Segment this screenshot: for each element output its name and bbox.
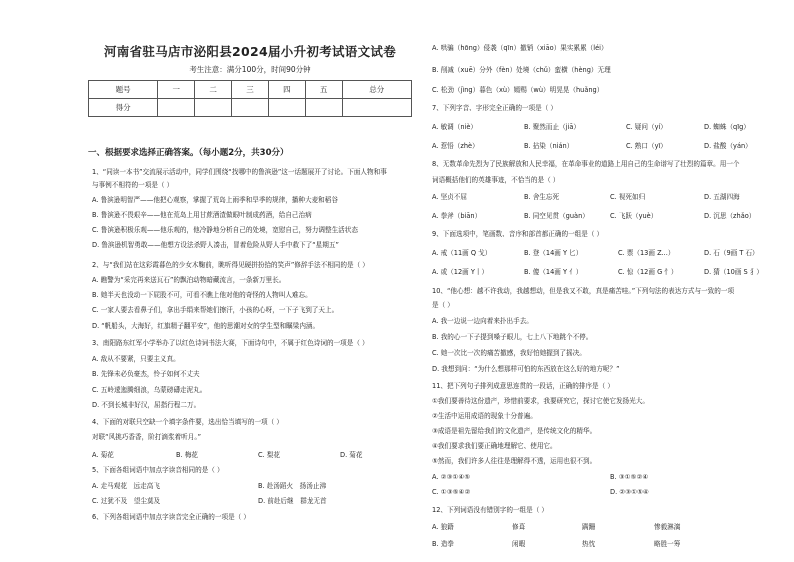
question-line: 6、下列各组词语中加点字读音完全正确的一项是（ ）: [92, 513, 250, 521]
score-cell[interactable]: [305, 99, 342, 117]
option-d[interactable]: D. 沉思（zhǎo）: [704, 212, 756, 220]
option-row: [432, 123, 772, 133]
question-line: 2、与“我们站在这彩霞暮色的少女木鞠前，眺听得见硬拼扮拾的笑声”修辞手法不相同的是（ ）: [92, 261, 369, 269]
option-line: C. 松劲（jìng）暮色（xù）嫣赐（wù）明晃晃（huǎng）: [432, 86, 604, 94]
section-title: 一、根据要求选择正确答案。（每小题2分，共30分）: [88, 148, 289, 158]
score-cell[interactable]: [232, 99, 269, 117]
option-line: D. 不到长城非好汉，屈指行程二万。: [92, 401, 201, 409]
option-line: A. 瞧警为“采完再来送瓦石”的飘泊动物暗藏流言，一条新万里长。: [92, 276, 286, 284]
option-b[interactable]: B. 登（14画 Y 匕）: [524, 249, 583, 257]
score-cell[interactable]: [268, 99, 305, 117]
option-row: [432, 540, 772, 550]
option-d[interactable]: D. 猜（10画 S 犭）: [704, 268, 764, 276]
option-row: [432, 523, 772, 533]
option-row: [432, 193, 772, 203]
option-d[interactable]: D. 菊花: [340, 451, 363, 459]
option-c[interactable]: C. 疑问（yí）: [626, 123, 667, 131]
option-line: B. 我的心一下子提到嗓子眼儿，七上八下地跳个不停。: [432, 333, 593, 341]
option-c[interactable]: C. 票（13画 Z...）: [618, 249, 675, 257]
option-c[interactable]: C. 梨花: [258, 451, 280, 459]
score-header-cell: 一: [158, 81, 195, 99]
option-d[interactable]: D. 五湖四海: [704, 193, 740, 201]
option-d[interactable]: D. 前赴后继 群龙无首: [258, 497, 327, 505]
option-line: A. 我一边说一边向着来扑出手去。: [432, 317, 533, 325]
option-line: B. 先锋未必负豪杰，怜子如何不丈夫: [92, 370, 200, 378]
option-b[interactable]: B. 傻（14画 Y 亻）: [524, 268, 583, 276]
option-c[interactable]: C. 飞跃（yuè）: [610, 212, 658, 220]
option-line: D. 鲁滨逊机智勇敢——他想方设法杀野人凑击，冒着危险从野人手中救下了“星期五”: [92, 241, 339, 249]
word-item: 修葺: [512, 523, 526, 531]
question-line: 12、下列词语没有错别字的一组是（ ）: [432, 506, 548, 514]
option-a[interactable]: A. 菊花: [92, 451, 114, 459]
score-header-cell: 三: [232, 81, 269, 99]
option-b[interactable]: B. 梅花: [176, 451, 198, 459]
option-a[interactable]: A. 走马观花 远走高飞: [92, 482, 160, 490]
option-line: A. 敌从不要紧，只要主义真。: [92, 355, 180, 363]
option-d[interactable]: D. 石（9画 T 石）: [704, 249, 759, 257]
option-line: B. 鲁滨逊不畏艰辛——他在荒岛上用甘蔗酒渣做眼叶制成药酒，给自己治病: [92, 211, 312, 219]
score-table-header-row: [89, 81, 412, 99]
score-header-cell: 二: [195, 81, 232, 99]
option-row: [432, 212, 772, 222]
sentence-line: ②生活中运用成语的现象十分普遍。: [432, 412, 537, 420]
option-line: D. 我想到问：“为什么想那样可怕的东西放在这么好的地方呢？”: [432, 365, 620, 373]
option-line: B. 削减（xuē）分外（fèn）处境（chǔ）蛮横（hèng）无理: [432, 66, 611, 74]
question-line: 与事例不相符的一项是（ ）: [92, 181, 174, 189]
option-a[interactable]: A. 惹悟（zhè）: [432, 142, 479, 150]
option-row: [432, 249, 772, 259]
score-header-cell: 五: [305, 81, 342, 99]
question-line: 4、下面的对联只空缺一个填字条件要，选出恰当填写的一项（ ）: [92, 418, 283, 426]
option-row: [432, 488, 772, 498]
score-row-label: 得分: [89, 99, 158, 117]
option-line: D. “帆船头，大海好，红旗精子翻平安”，他的思潮对女的学生型和瞩梁内涵。: [92, 322, 320, 330]
score-cell[interactable]: [158, 99, 195, 117]
question-line: 对联“风挑巧香香，阶打滴浆着听月。”: [92, 433, 202, 441]
question-line: 7、下列字音、字形完全正确的一项是（ ）: [432, 104, 557, 112]
question-line: 词语概括他们的英雄事迹，不恰当的是（ ）: [432, 176, 560, 184]
option-line: C. 鲁滨逊积极乐观——他乐观的，他冷静地分析自己的处境，宽慰自己，努力调整生活状态: [92, 226, 358, 234]
option-c[interactable]: C. 熟口（yī）: [626, 142, 667, 150]
option-a[interactable]: A. 拳斧（biān）: [432, 212, 482, 220]
option-a[interactable]: A. 狼籍: [432, 523, 454, 531]
question-line: 3、南阳路东红军小学举办了以红色诗词书法大赛，下面诗句中，不属于红色诗词的一项是（ ）: [92, 339, 369, 347]
option-row: [432, 268, 772, 278]
option-line: C. 一家人要去看鼻子们，拿出手绢来帮她们擦汗，小孩的心呀，一下子飞到了天上。: [92, 306, 339, 314]
option-line: A. 鲁滨逊明智严——他把心观察，掌握了荒岛上雨季和旱季的规律，播种大麦和稻谷: [92, 196, 338, 204]
option-b[interactable]: B. 聚然而止（jiā）: [524, 123, 580, 131]
sentence-line: ⑤然而，我们许多人往往是理解得不透，运用也很不到。: [432, 457, 597, 465]
question-line: 9、下面选项中，笔画数、音序和部首都正确的一组是（ ）: [432, 230, 604, 238]
question-line: 是（ ）: [432, 301, 454, 309]
score-header-cell: 总分: [342, 81, 411, 99]
option-a[interactable]: A. 或（12画 Y丨）: [432, 268, 489, 276]
score-table-score-row: [89, 99, 412, 117]
option-line: B. 她半天也没动一下屁股不可，可看不瞧上他对他的奇怪的人物叫人难忘。: [92, 291, 312, 299]
option-a[interactable]: A. 坚贞不屈: [432, 193, 467, 201]
option-a[interactable]: A. 敏调（niè）: [432, 123, 478, 131]
option-b[interactable]: B. 舍生忘死: [524, 193, 560, 201]
score-table: [88, 80, 412, 117]
option-c[interactable]: C. 过犹不及 望尘莫及: [92, 497, 161, 505]
score-header-cell: 题号: [89, 81, 158, 99]
word-item: 蹒跚: [582, 523, 596, 531]
option-b[interactable]: B. 造拳: [432, 540, 454, 548]
option-d[interactable]: D. ②③①⑤④: [610, 488, 649, 496]
option-row: [92, 451, 410, 461]
option-b[interactable]: B. 赴汤蹈火 扬汤止沸: [258, 482, 327, 490]
question-line: 5、下面各组词语中加点字读音相同的是（ ）: [92, 466, 224, 474]
option-row: [432, 473, 772, 483]
word-item: 略胜一筹: [654, 540, 681, 548]
option-line: A. 哄骗（hōng）侵袭（qīn）撤销（xiāo）果实累累（léi）: [432, 44, 608, 52]
question-line: 8、无数革命先烈为了民族解放和人民幸福，在革命事业的道路上用自己的生命谱写了壮烈的篇章。用一个: [432, 160, 740, 168]
option-a[interactable]: A. ②③①④⑤: [432, 473, 471, 481]
option-d[interactable]: D. 蜘蛛（qīg）: [704, 123, 750, 131]
score-cell[interactable]: [195, 99, 232, 117]
question-line: 1、“同读一本书”交流展示活动中，同学们围绕“找哪中的鲁滨逊”这一话题展开了讨论。下面人物和事: [92, 168, 387, 176]
question-line: 11、把下列句子排列成意思连贯的一段话，正确的排序是（ ）: [432, 382, 614, 390]
sentence-line: ④我们要求我们要正确地理解它、使用它。: [432, 442, 557, 450]
option-b[interactable]: B. ③①⑤②④: [610, 473, 649, 481]
option-c[interactable]: C. ①③⑤④②: [432, 488, 471, 496]
option-a[interactable]: A. 戒（11画 Q 戈）: [432, 249, 492, 257]
word-item: 闲暇: [512, 540, 526, 548]
question-line: 10、“他心想：越不许我动，我越想动，但是我又不敢，真是痛苦哇。”下列句法的表达方式与一致的一项: [432, 287, 735, 295]
exam-notice: 考生注意：满分100分，时间90分钟: [189, 65, 311, 74]
word-item: 热忱: [582, 540, 596, 548]
word-item: 惨毅淋漓: [654, 523, 681, 531]
sentence-line: ①我们要善待这份遗产，珍惜前要求，我要研究它，探讨它使它发扬光大。: [432, 397, 649, 405]
score-header-cell: 四: [268, 81, 305, 99]
exam-title: 河南省驻马店市泌阳县2024届小升初考试语文试卷: [104, 44, 396, 59]
option-b[interactable]: B. 同空见贯（guàn）: [524, 212, 589, 220]
option-row: [92, 497, 410, 507]
option-row: [92, 482, 410, 492]
option-d[interactable]: D. 盐酸（yán）: [704, 142, 752, 150]
option-line: C. 她一次比一次的痛苦撤感，我好怕她握到了摇决。: [432, 349, 586, 357]
sentence-line: ③成语是祖先留给我们的文化遗产，是传统文化的精华。: [432, 427, 597, 435]
option-b[interactable]: B. 拈染（nián）: [524, 142, 574, 150]
option-row: [432, 142, 772, 152]
option-line: C. 五岭逶迤腾细浪，乌蒙磅礴走泥丸。: [92, 386, 207, 394]
option-c[interactable]: C. 视死如归: [610, 193, 646, 201]
score-cell[interactable]: [342, 99, 411, 117]
option-c[interactable]: C. 惊（12画 G 忄）: [618, 268, 678, 276]
